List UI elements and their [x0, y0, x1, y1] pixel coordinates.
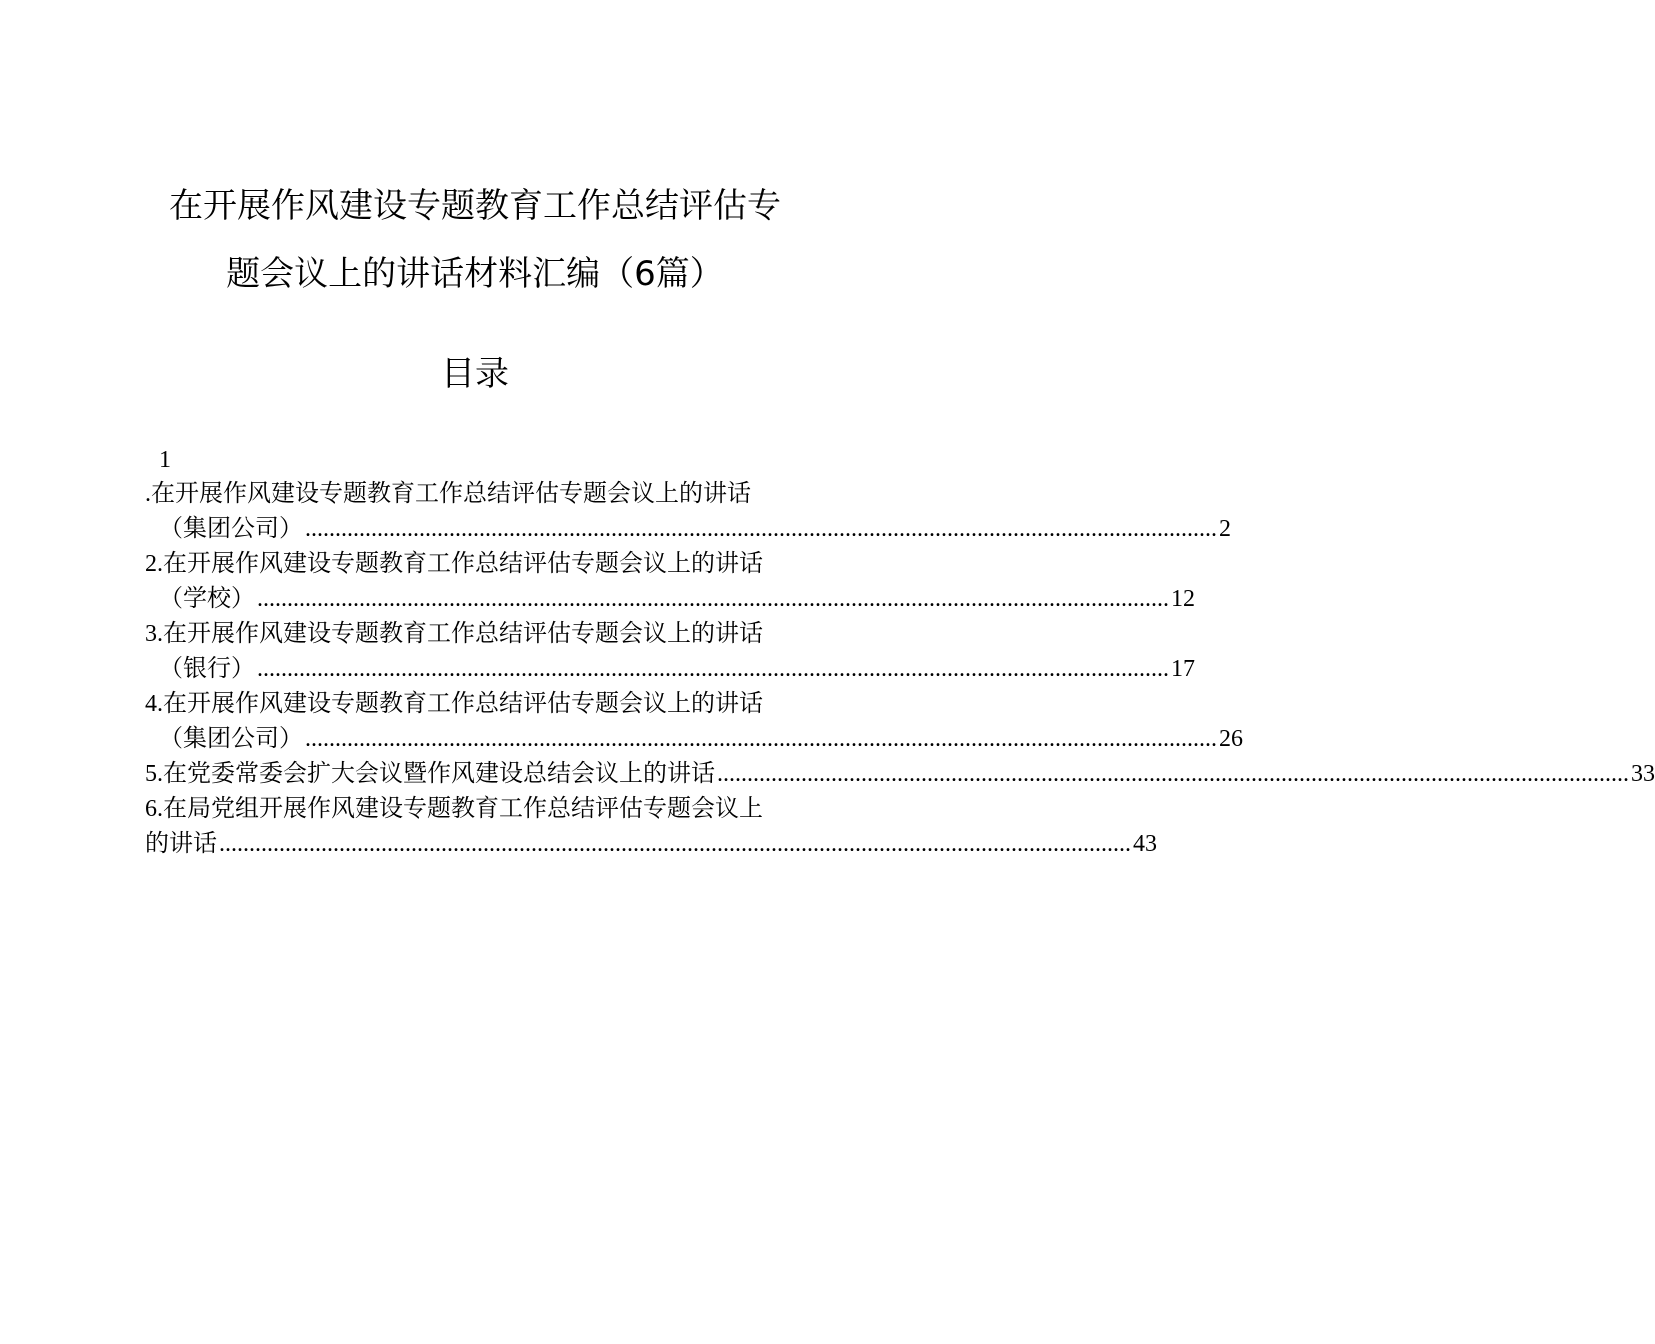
- toc-entry-title: 在局党组开展作风建设专题教育工作总结评估专题会议上: [163, 794, 763, 822]
- toc-entry-title: 在开展作风建设专题教育工作总结评估专题会议上的讲话: [163, 619, 763, 647]
- title-line-1: 在开展作风建设专题教育工作总结评估专: [169, 186, 781, 226]
- dot-leader: ........................................................................................................................................................: [219, 831, 1131, 857]
- toc-entry-number: 2.: [145, 551, 163, 577]
- document-title: [150, 172, 800, 308]
- toc-entry-title: 在开展作风建设专题教育工作总结评估专题会议上的讲话: [163, 549, 763, 577]
- dot-leader: ........................................................................................................................................................: [257, 586, 1169, 612]
- toc-entry-number: .: [145, 481, 151, 507]
- toc-entry-number: 5.: [145, 761, 163, 787]
- toc-page-number: 12: [1171, 586, 1195, 612]
- toc-entry-title: 在党委常委会扩大会议暨作风建设总结会议上的讲话: [163, 759, 715, 787]
- toc-entry-2[interactable]: [145, 546, 1195, 616]
- toc-entry-number: 3.: [145, 621, 163, 647]
- toc-entry-4[interactable]: [145, 686, 1243, 756]
- toc-entry-5[interactable]: [145, 756, 1655, 791]
- dot-leader: ........................................................................................................................................................: [305, 726, 1217, 752]
- toc-page-number: 33: [1631, 761, 1655, 787]
- toc-entry-title-continued: （集团公司）: [159, 514, 303, 542]
- dot-leader: ........................................................................................................................................................: [305, 516, 1217, 542]
- toc-entry-number: 4.: [145, 691, 163, 717]
- toc-page-number: 17: [1171, 656, 1195, 682]
- toc-page-number: 2: [1219, 516, 1231, 542]
- toc-entry-number: 6.: [145, 796, 163, 822]
- table-of-contents: [145, 444, 1655, 861]
- toc-entry-title: 在开展作风建设专题教育工作总结评估专题会议上的讲话: [151, 479, 751, 507]
- toc-first-number: 1: [159, 447, 171, 473]
- toc-entry-6[interactable]: [145, 791, 1157, 861]
- toc-entry-title-continued: 的讲话: [145, 829, 217, 857]
- toc-entry-title-continued: （学校）: [159, 584, 255, 612]
- toc-entry-title-continued: （银行）: [159, 654, 255, 682]
- toc-page-number: 43: [1133, 831, 1157, 857]
- toc-entry-title-continued: （集团公司）: [159, 724, 303, 752]
- toc-page-number: 26: [1219, 726, 1243, 752]
- dot-leader: ........................................................................................................................................................: [257, 656, 1169, 682]
- toc-heading: 目录: [441, 354, 509, 394]
- toc-entry-3[interactable]: [145, 616, 1195, 686]
- dot-leader: ........................................................................................................................................................: [717, 761, 1629, 787]
- toc-entry-title: 在开展作风建设专题教育工作总结评估专题会议上的讲话: [163, 689, 763, 717]
- toc-entry-1[interactable]: [145, 476, 1231, 546]
- title-line-2: 题会议上的讲话材料汇编（6篇）: [226, 254, 724, 294]
